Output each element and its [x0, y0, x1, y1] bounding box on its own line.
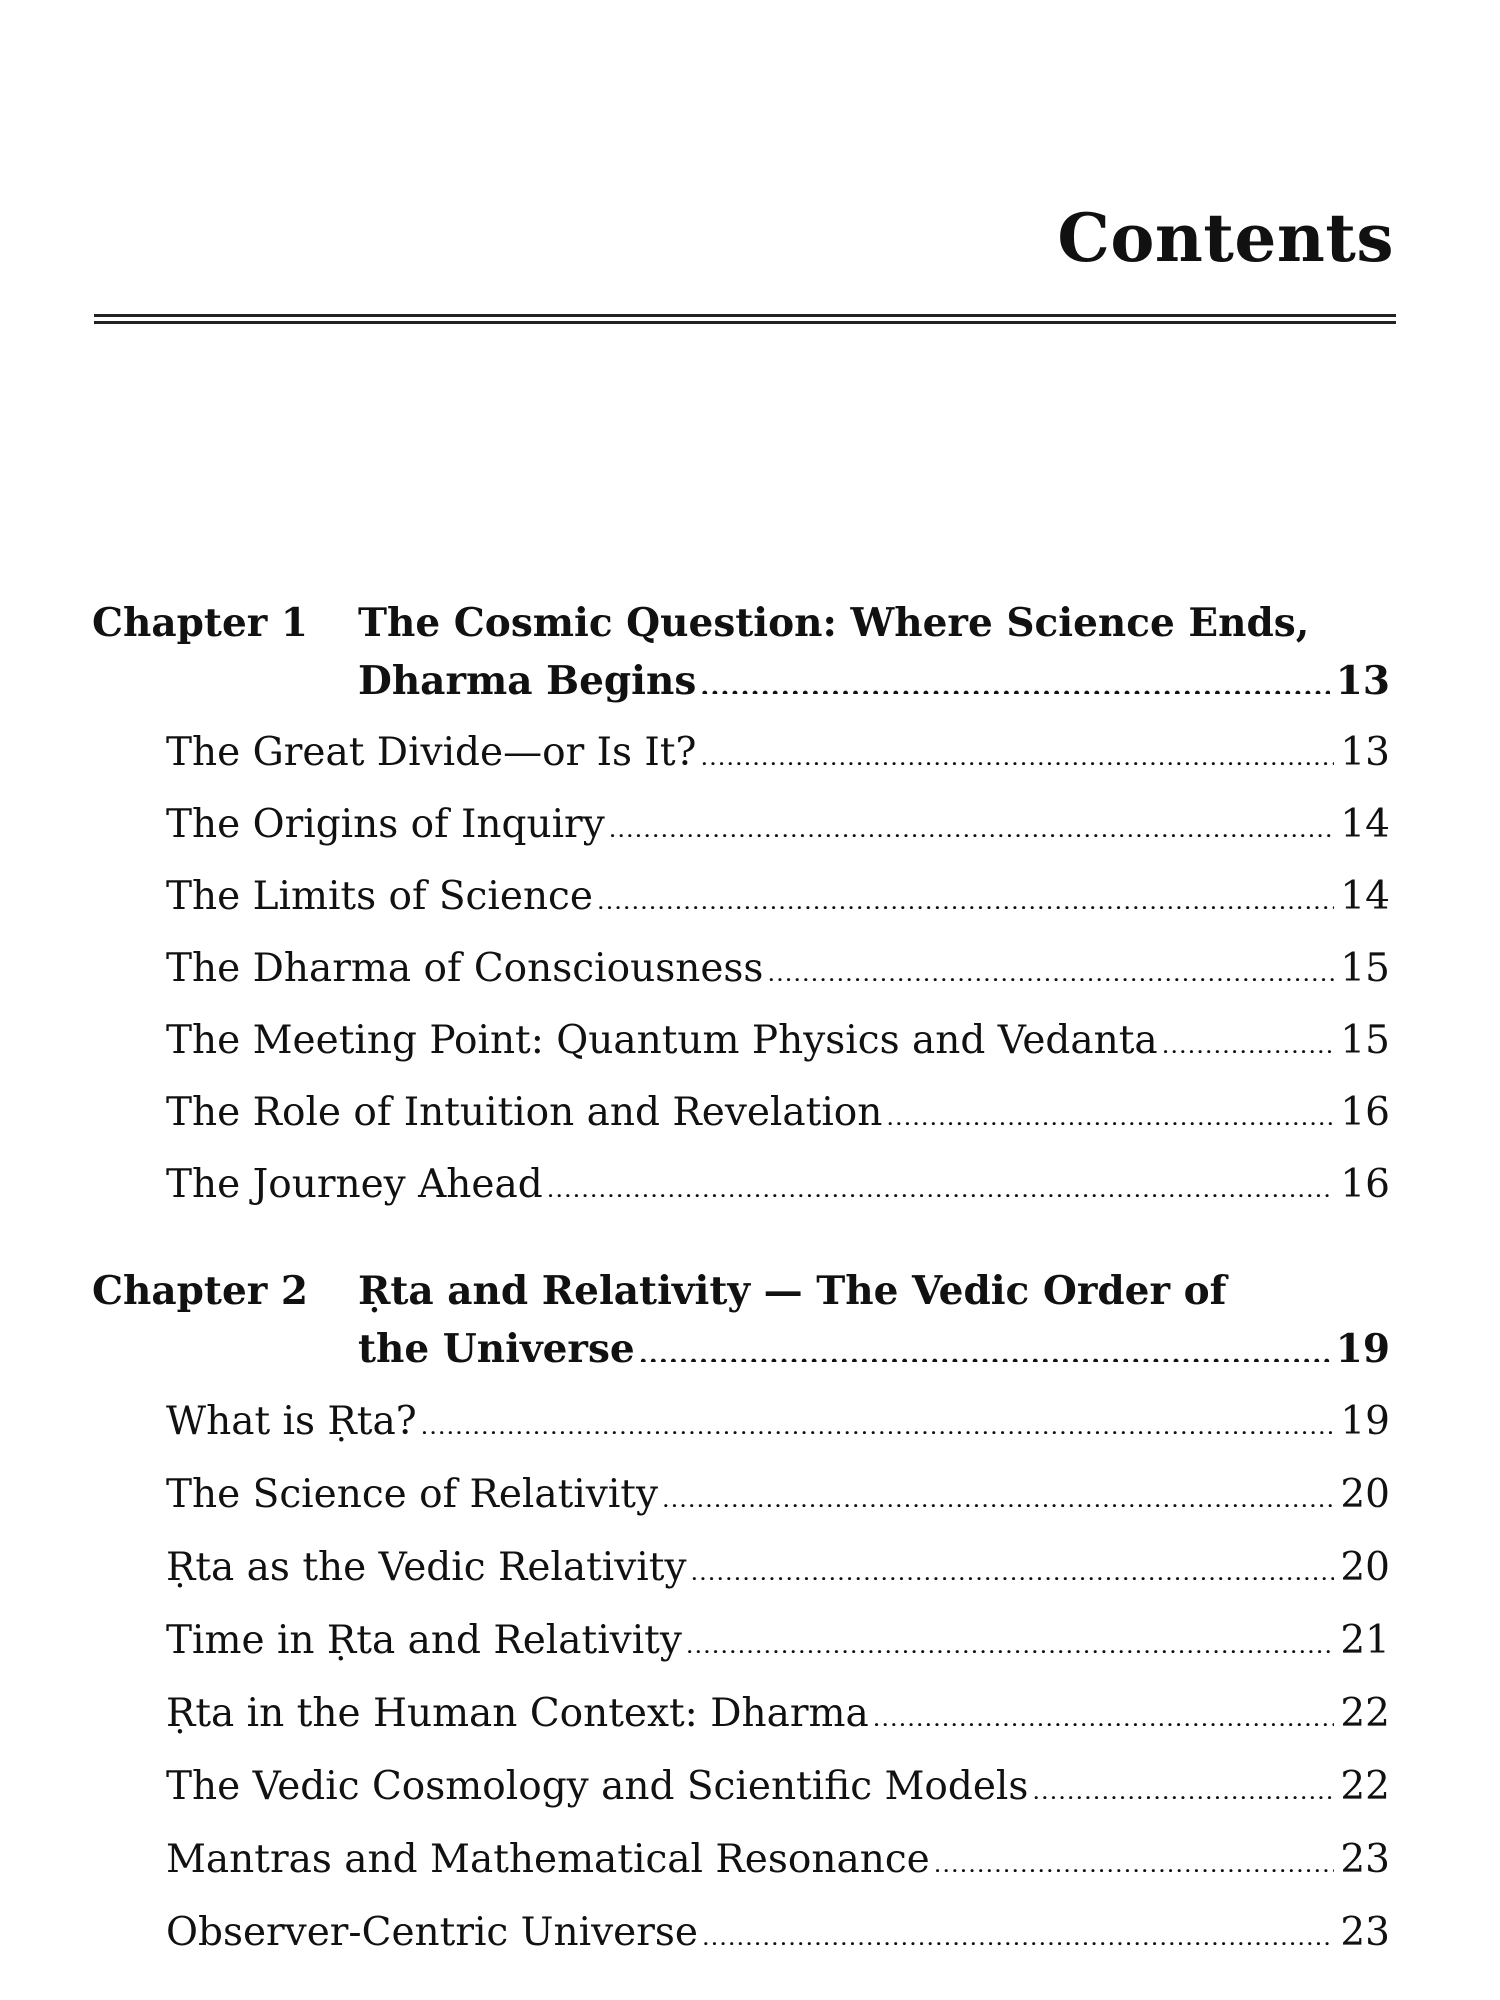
page-number: 13 [1335, 658, 1390, 704]
page-number: 20 [1340, 1545, 1390, 1590]
toc-entry[interactable] [166, 1005, 1390, 1077]
toc-entry[interactable] [166, 789, 1390, 861]
section-title: The Great Divide—or Is It? [166, 730, 697, 775]
chapter-title-continued: the Universe [358, 1326, 635, 1372]
page-number: 20 [1340, 1472, 1390, 1517]
page-number: 22 [1340, 1691, 1390, 1736]
section-title: The Journey Ahead [166, 1162, 543, 1207]
page-number: 16 [1340, 1090, 1390, 1135]
toc-entry[interactable] [166, 1149, 1390, 1221]
chapter-entry[interactable] [358, 652, 1390, 710]
toc-entry[interactable] [166, 1605, 1390, 1677]
page-number: 19 [1340, 1399, 1390, 1444]
dot-leader [873, 1702, 1335, 1726]
section-title: The Meeting Point: Quantum Physics and Vedanta [166, 1018, 1158, 1063]
section-title: The Limits of Science [166, 874, 593, 919]
dot-leader [421, 1410, 1335, 1434]
section-title: The Science of Relativity [166, 1472, 658, 1517]
chapter-title[interactable]: The Cosmic Question: Where Science Ends, [358, 600, 1310, 646]
dot-leader [700, 670, 1329, 694]
toc-entry[interactable] [166, 1077, 1390, 1149]
dot-leader [886, 1101, 1334, 1125]
section-title: Ṛta in the Human Context: Dharma [166, 1691, 869, 1736]
toc-entry[interactable] [166, 861, 1390, 933]
page-number: 13 [1340, 730, 1390, 775]
toc-entry[interactable] [166, 1532, 1390, 1604]
section-title: Ṛta as the Vedic Relativity [166, 1545, 687, 1590]
page-number: 22 [1340, 1764, 1390, 1809]
page-number: 15 [1340, 1018, 1390, 1063]
page-number: 14 [1340, 874, 1390, 919]
title-double-rule [94, 314, 1396, 324]
dot-leader [639, 1338, 1330, 1362]
dot-leader [1032, 1775, 1334, 1799]
section-title: The Vedic Cosmology and Scientific Models [166, 1764, 1029, 1809]
chapter-title-continued: Dharma Begins [358, 658, 697, 704]
page-number: 19 [1335, 1326, 1390, 1372]
section-title: Observer-Centric Universe [166, 1910, 698, 1955]
toc-entry[interactable] [166, 933, 1390, 1005]
dot-leader [702, 1921, 1334, 1945]
section-title: The Dharma of Consciousness [166, 946, 764, 991]
section-title: The Role of Intuition and Revelation [166, 1090, 883, 1135]
toc-entry[interactable] [166, 1751, 1390, 1823]
dot-leader [547, 1173, 1335, 1197]
dot-leader [597, 885, 1334, 909]
dot-leader [1162, 1029, 1335, 1053]
dot-leader [934, 1848, 1335, 1872]
dot-leader [767, 957, 1334, 981]
toc-entry[interactable] [166, 1678, 1390, 1750]
toc-entry[interactable] [166, 717, 1390, 789]
section-title: Time in Ṛta and Relativity [166, 1618, 682, 1663]
page-number: 15 [1340, 946, 1390, 991]
toc-entry[interactable] [166, 1459, 1390, 1531]
toc-entry[interactable] [166, 1824, 1390, 1896]
section-title: The Origins of Inquiry [166, 802, 605, 847]
chapter-title[interactable]: Ṛta and Relativity — The Vedic Order of [358, 1268, 1227, 1314]
section-title: Mantras and Mathematical Resonance [166, 1837, 930, 1882]
page-number: 16 [1340, 1162, 1390, 1207]
page-number: 14 [1340, 802, 1390, 847]
dot-leader [609, 813, 1335, 837]
dot-leader [700, 741, 1334, 765]
page-title: Contents [1057, 199, 1394, 277]
toc-entry[interactable] [166, 1897, 1390, 1969]
toc-entry[interactable] [166, 1386, 1390, 1458]
chapter-label[interactable]: Chapter 2 [92, 1268, 309, 1314]
chapter-entry[interactable] [358, 1320, 1390, 1378]
section-title: What is Ṛta? [166, 1399, 417, 1444]
dot-leader [690, 1556, 1334, 1580]
page-number: 21 [1340, 1618, 1390, 1663]
page-number: 23 [1340, 1837, 1390, 1882]
dot-leader [686, 1629, 1334, 1653]
chapter-label[interactable]: Chapter 1 [92, 600, 309, 646]
dot-leader [662, 1483, 1334, 1507]
page-number: 23 [1340, 1910, 1390, 1955]
